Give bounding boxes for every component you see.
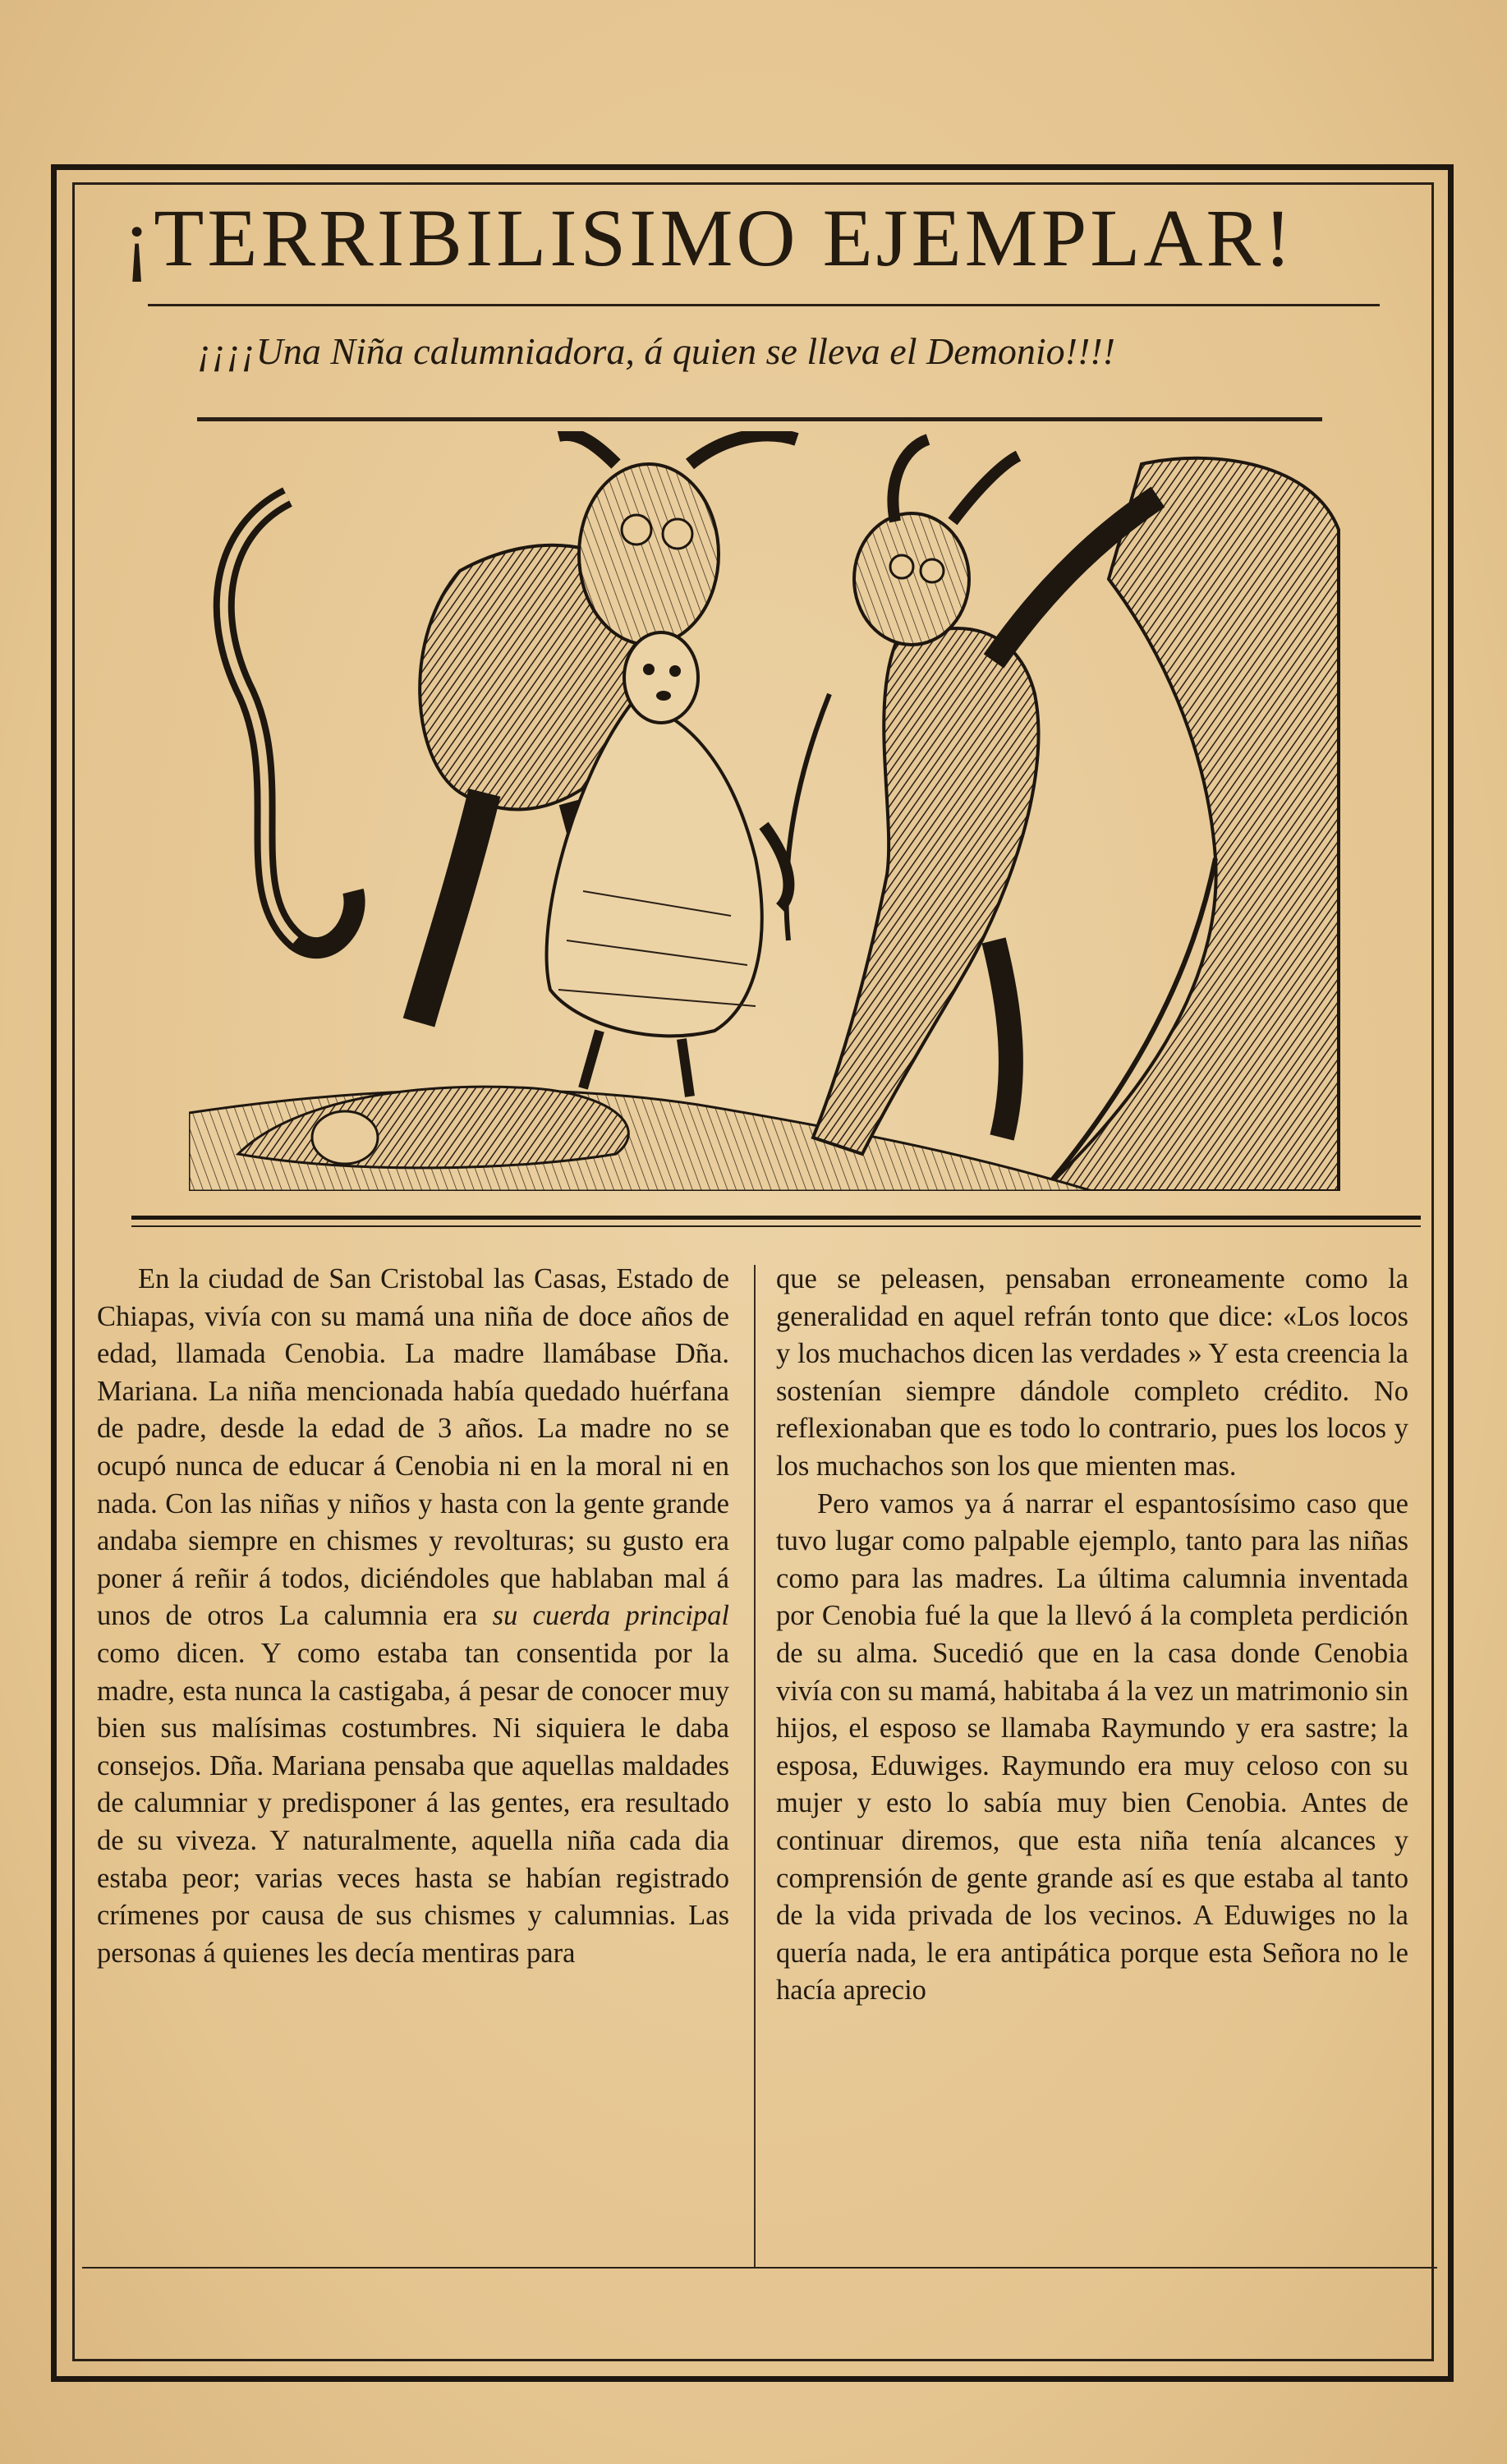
left-text-italic: su cuerda principal [492, 1600, 729, 1632]
page-title: ¡TERRIBILISIMO EJEMPLAR! [123, 192, 1295, 283]
left-text-part-2: como dicen. Y como estaba tan consentida por la madre, esta nunca la castigaba, á pesar de conocer muy bien sus malísimas costumbres. Ni siquiera le daba consejos. Dña. Mariana pensaba que aquellas maldades de calumniar y predisponer á las gentes, era resultado de su viveza. Y naturalmente, aquella niña cada dia estaba peor; varias veces hasta se habían registrado crímenes por causa de sus chismes y calumnias. Las personas á quienes les decía mentiras para [97, 1637, 729, 1969]
subtitle-rule [197, 417, 1322, 421]
illustration-bottom-rule [131, 1216, 1421, 1220]
left-paragraph [97, 1261, 729, 1972]
engraving-devils-carrying-girl-icon [189, 431, 1347, 1191]
bottom-rule [82, 2267, 1437, 2269]
illustration-bottom-rule-thin [131, 1225, 1421, 1227]
right-paragraph-2: Pero vamos ya á narrar el espantosísimo caso que tuvo lugar como palpable ejemplo, tanto para las niñas como para las madres. La última calumnia inventada por Cenobia fué la que la llevó á la completa perdición de su alma. Sucedió que en la casa donde Cenobia vivía con su mamá, habitaba á la vez un matrimonio sin hijos, el esposo se llamaba Raymundo y era sastre; la esposa, Eduwiges. Raymundo era muy celoso con su mujer y esto lo sabía muy bien Cenobia. Antes de continuar diremos, que esta niña tenía alcances y comprensión de gente grande así es que estaba al tanto de la vida privada de los vecinos. A Eduwiges no la quería nada, le era antipática porque esta Señora no le hacía aprecio [776, 1487, 1408, 2007]
right-paragraph-1: que se peleasen, pensaban erroneamente como la generalidad en aquel refrán tonto que dice: «Los locos y los muchachos dicen las verdades » Y esta creencia la sostenían siempre dándole completo crédito. No reflexionaban que es todo lo contrario, pues los locos y los muchachos son los que mienten mas. [776, 1263, 1408, 1482]
text-column-right [776, 1261, 1408, 2010]
column-divider [754, 1265, 756, 2267]
page-subtitle: ¡¡¡¡Una Niña calumniadora, á quien se lleva el Demonio!!!! [197, 330, 1115, 372]
title-rule [148, 304, 1380, 306]
left-text-part-1: En la ciudad de San Cristobal las Casas, Estado de Chiapas, vivía con su mamá una niña de doce años de edad, llamada Cenobia. La madre llamábase Dña. Mariana. La niña mencionada había quedado huérfana de padre, desde la edad de 3 años. La madre no se ocupó nunca de educar á Cenobia ni en la moral ni en nada. Con las niñas y niños y hasta con la gente grande andaba siempre en chismes y revolturas; su gusto era poner á reñir á todos, diciéndoles que hablaban mal á unos de otros La calumnia era [97, 1263, 729, 1632]
text-column-left [97, 1261, 729, 1972]
